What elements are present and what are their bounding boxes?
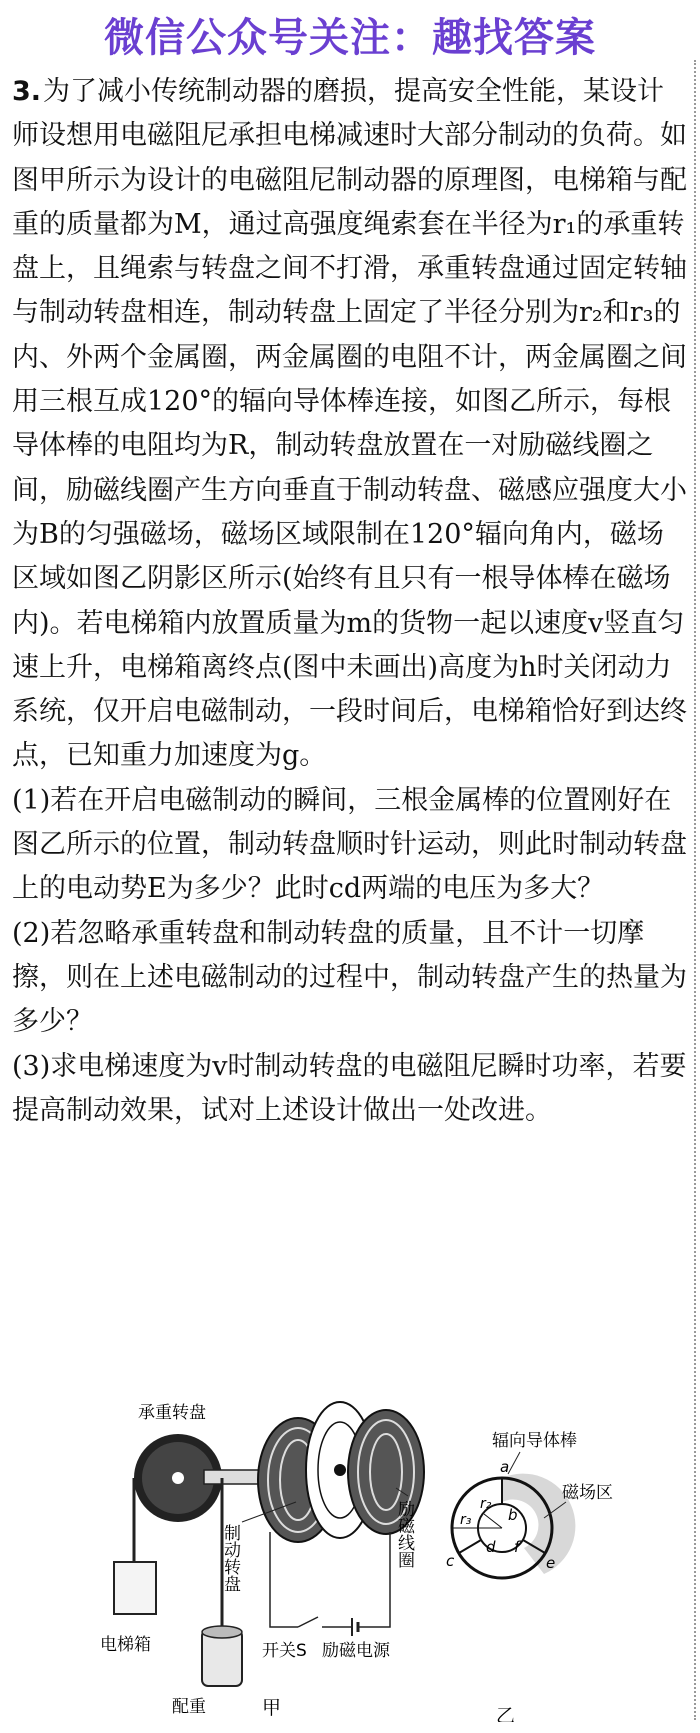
point-d: d <box>486 1538 496 1556</box>
label-r2: r₂ <box>480 1496 492 1512</box>
figure-jia <box>100 1402 424 1719</box>
figure-yi <box>446 1431 613 1722</box>
page-edge-rule <box>694 60 696 1720</box>
label-switch: 开关S <box>262 1641 307 1661</box>
point-e: e <box>546 1554 556 1572</box>
label-power: 励磁电源 <box>322 1641 390 1661</box>
label-rods: 辐向导体棒 <box>492 1431 577 1451</box>
point-b: b <box>508 1506 518 1524</box>
wire-left <box>270 1532 298 1627</box>
label-load-disc: 承重转盘 <box>138 1403 206 1423</box>
label-car: 电梯箱 <box>100 1635 151 1655</box>
question-part-1: (1)若在开启电磁制动的瞬间，三根金属棒的位置刚好在图乙所示的位置，制动转盘顺时针运动，则此时制动转盘上的电动势E为多少？此时cd两端的电压为多大？ <box>12 784 687 905</box>
question-number: 3. <box>12 76 42 107</box>
label-counterweight: 配重 <box>172 1697 206 1717</box>
switch <box>298 1617 318 1627</box>
figures <box>100 1392 680 1722</box>
label-coils: 励磁线圈 <box>394 1500 414 1568</box>
watermark-banner: 微信公众号关注：趣找答案 <box>104 15 596 61</box>
label-field: 磁场区 <box>562 1483 613 1503</box>
question-part-3: (3)求电梯速度为v时制动转盘的电磁阻尼瞬时功率，若要提高制动效果，试对上述设计做出一处改进。 <box>12 1050 687 1126</box>
caption-jia: 甲 <box>262 1697 282 1719</box>
elevator-car <box>114 1562 156 1614</box>
caption-yi: 乙 <box>496 1705 516 1722</box>
point-c: c <box>446 1552 455 1570</box>
rod-cd <box>459 1540 481 1553</box>
question-stem <box>12 70 688 779</box>
point-f: f <box>514 1538 520 1556</box>
question-stem-text: 为了减小传统制动器的磨损，提高安全性能，某设计师设想用电磁阻尼承担电梯减速时大部分制动的负荷。如图甲所示为设计的电磁阻尼制动器的原理图，电梯箱与配重的质量都为M，通过高强度绳索套在半径为r₁的承重转盘上，且绳索与转盘之间不打滑，承重转盘通过固定转轴与制动转盘相连，制动转盘上固定了半径分别为r₂和r₃的内、外两个金属圈，两金属圈的电阻不计，两金属圈之间用三根互成120°的辐向导体棒连接，如图乙所示，每根导体棒的电阻均为R，制动转盘放置在一对励磁线圈之间，励磁线圈产生方向垂直于制动转盘、磁感应强度大小为B的匀强磁场，磁场区域限制在120°辐向角内，磁场区域如图乙阴影区所示(始终有且只有一根导体棒在磁场内)。若电梯箱内放置质量为m的货物一起以速度v竖直匀速上升，电梯箱离终点(图中未画出)高度为h时关闭动力系统，仅开启电磁制动，一段时间后，电梯箱恰好到达终点，已知重力加速度为g。 <box>12 76 687 772</box>
question-part-2: (2)若忽略承重转盘和制动转盘的质量，且不计一切摩擦，则在上述电磁制动的过程中，制动转盘产生的热量为多少？ <box>12 917 687 1038</box>
point-a: a <box>500 1458 510 1476</box>
label-r3: r₃ <box>460 1512 472 1528</box>
question-block <box>12 70 688 1133</box>
wire-right <box>358 1532 390 1627</box>
label-brake-disc: 制动转盘 <box>220 1524 240 1592</box>
